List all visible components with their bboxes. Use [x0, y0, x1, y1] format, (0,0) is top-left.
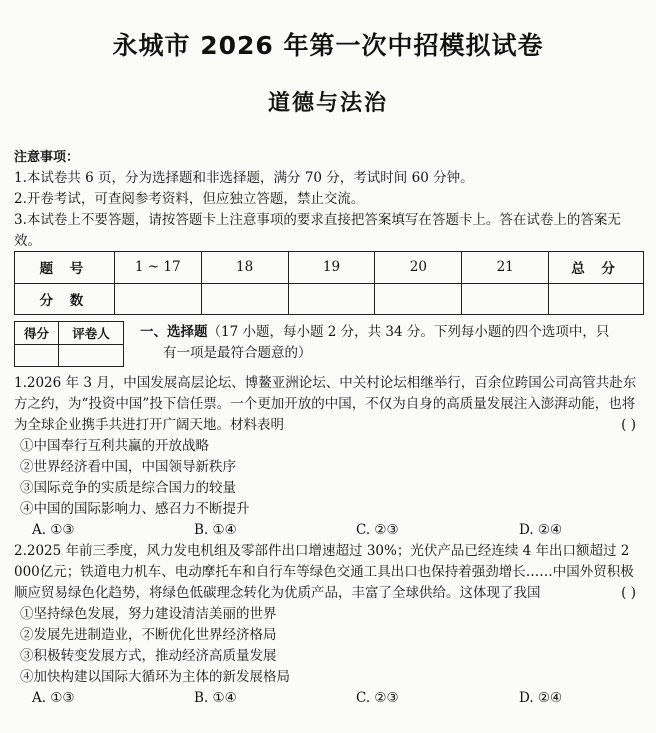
statement-option: ①中国奉行互利共赢的开放战略: [20, 438, 209, 454]
notice-heading: 注意事项：: [14, 150, 80, 165]
column-header: 19: [288, 252, 375, 284]
choice-c[interactable]: C. ②③: [356, 522, 399, 538]
question-stem: 2.2025 年前三季度，风力发电机组及零部件出口增速超过 30%；光伏产品已经连续 4 年出口额超过 2 000亿元；铁道电力机车、电动摩托车和自行车等绿色交通工具出口也保持着强劲增长……中国外贸积极顺应贸易绿色化趋势，将绿色低碳理念转化为优质产品，丰富了全球供给。这体现了我国 ( ): [14, 541, 644, 604]
statement-option: ④中国的国际影响力、感召力不断提升: [20, 501, 250, 517]
statement-option: ③积极转变发展方式，推动经济高质量发展: [20, 648, 277, 664]
score-table-header-row: [15, 252, 644, 284]
exam-subject: 道德与法治: [267, 91, 388, 116]
choice-b[interactable]: B. ①④: [194, 522, 237, 538]
statement-option: ②发展先进制造业，不断优化世界经济格局: [20, 627, 277, 643]
notice-item: 3.本试卷上不要答题，请按答题卡上注意事项的要求直接把答案填写在答题卡上。答在试卷上的答案无效。: [14, 212, 621, 249]
choice-c[interactable]: C. ②③: [356, 690, 399, 706]
score-cell-total[interactable]: [549, 283, 644, 315]
question-2: [14, 541, 644, 709]
score-cell[interactable]: [462, 283, 549, 315]
score-table: [14, 251, 644, 315]
section-heading: [140, 322, 645, 364]
statement-option: ④加快构建以国际大循环为主体的新发展格局: [20, 669, 290, 685]
grader-score-cell[interactable]: [15, 344, 59, 367]
score-cell[interactable]: [375, 283, 462, 315]
statement-option: ①坚持绿色发展，努力建设清洁美丽的世界: [20, 606, 277, 622]
notice-item: 2.开卷考试，可查阅参考资料，但应独立答题，禁止交流。: [14, 191, 365, 207]
section-desc-line1: （17 小题，每小题 2 分，共 34 分。下列每小题的四个选项中，只: [207, 324, 610, 340]
notice-item: 1.本试卷共 6 页，分为选择题和非选择题，满分 70 分，考试时间 60 分钟。: [14, 170, 474, 186]
exam-title: 永城市 2026 年第一次中招模拟试卷: [112, 31, 544, 60]
column-header: 18: [201, 252, 288, 284]
question-stem: 1.2026 年 3 月，中国发展高层论坛、博鳌亚洲论坛、中关村论坛相继举行，百余位跨国公司高管共赴东方之约，为“投资中国”投下信任票。一个更加开放的中国，不仅为自身的高质量发展注入澎湃动能，也将为全球企业携手共进打开广阔天地。材料表明 ( ): [14, 373, 644, 436]
score-cell[interactable]: [288, 283, 375, 315]
grader-name-cell[interactable]: [58, 344, 123, 367]
score-table-score-row: [15, 283, 644, 315]
notice-block: [14, 147, 644, 252]
statement-option: ③国际竞争的实质是综合国力的较量: [20, 480, 236, 496]
score-cell[interactable]: [114, 283, 201, 315]
score-label: 分 数: [15, 283, 115, 315]
grader-box: [14, 321, 124, 367]
answer-choices: [14, 520, 644, 541]
answer-paren: ( ): [621, 417, 636, 433]
choice-a[interactable]: A. ①③: [32, 690, 75, 706]
statement-option: ②世界经济看中国，中国领导新秩序: [20, 459, 236, 475]
column-header-total: 总 分: [549, 252, 644, 284]
choice-a[interactable]: A. ①③: [32, 522, 75, 538]
answer-choices: [14, 688, 644, 709]
score-cell[interactable]: [201, 283, 288, 315]
section-desc-line2: 有一项是最符合题意的）: [163, 345, 312, 361]
grader-score-label: 得分: [15, 322, 59, 345]
choice-d[interactable]: D. ②④: [519, 690, 563, 706]
question-number-label: 题 号: [15, 252, 115, 284]
column-header: 21: [462, 252, 549, 284]
answer-paren: ( ): [621, 585, 636, 601]
grader-name-label: 评卷人: [58, 322, 123, 345]
column-header: 1 ~ 17: [114, 252, 201, 284]
column-header: 20: [375, 252, 462, 284]
question-1: [14, 373, 644, 541]
choice-b[interactable]: B. ①④: [194, 690, 237, 706]
choice-d[interactable]: D. ②④: [519, 522, 563, 538]
section-title: 一、选择题: [140, 324, 208, 340]
